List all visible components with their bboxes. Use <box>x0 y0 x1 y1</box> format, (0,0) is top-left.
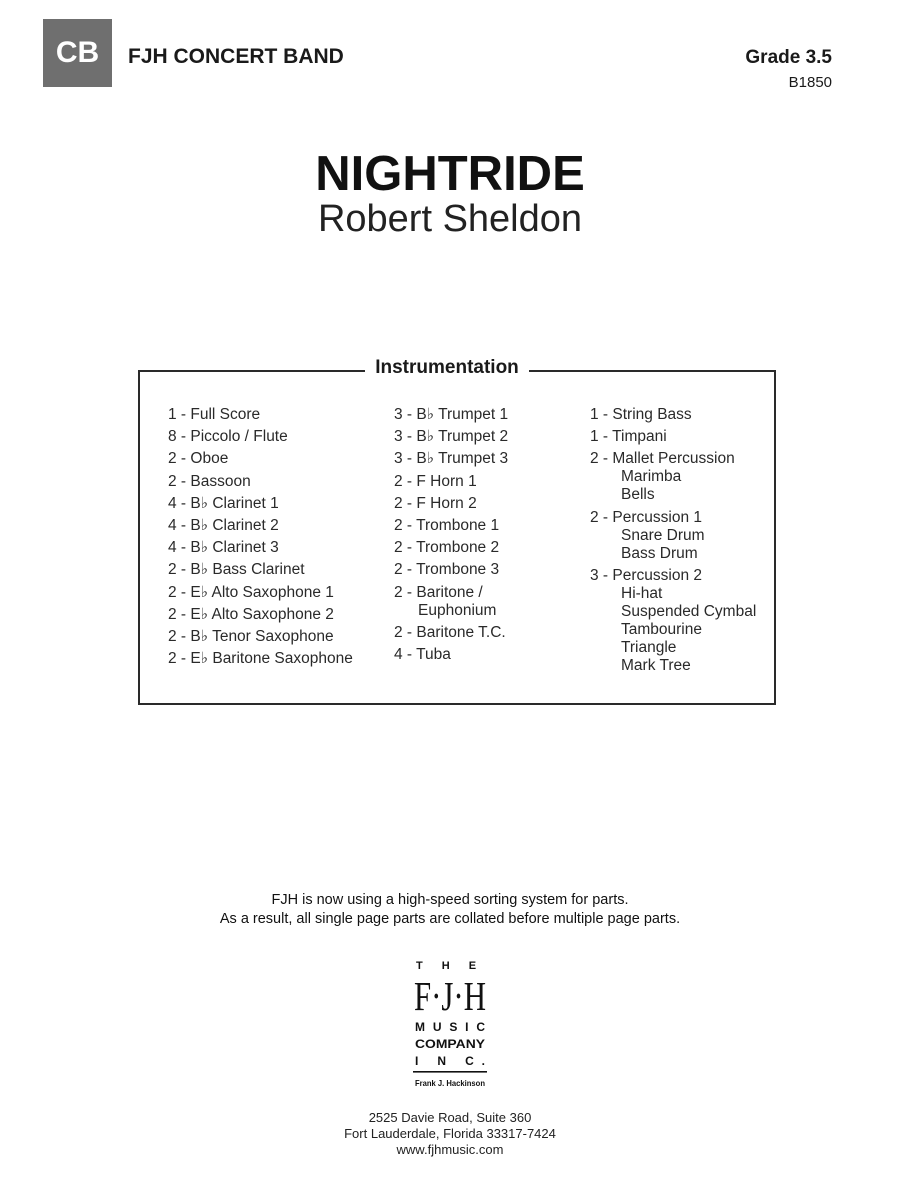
cb-badge: CB <box>43 19 112 87</box>
instrument-subitem: Bells <box>621 486 655 504</box>
logo-inc: I N C. <box>415 1054 485 1068</box>
instrument-item: 2 - Percussion 1 <box>590 508 702 526</box>
instrument-subitem: Triangle <box>621 638 677 656</box>
instrument-item: 2 - Oboe <box>168 450 229 468</box>
instrumentation-column-2 <box>394 406 508 668</box>
instrument-group <box>394 584 508 620</box>
instrument-item: 2 - E♭ Baritone Saxophone <box>168 650 353 668</box>
instrument-item: 2 - E♭ Alto Saxophone 2 <box>168 605 334 623</box>
address-website: www.fjhmusic.com <box>396 1142 504 1157</box>
instrument-subitem: Snare Drum <box>621 526 705 544</box>
instrument-item: 2 - Baritone T.C. <box>394 623 506 641</box>
instrument-subitem: Marimba <box>621 468 682 486</box>
instrument-item: 1 - Full Score <box>168 406 261 423</box>
logo-rule <box>413 1071 487 1073</box>
publisher-address <box>0 1110 900 1158</box>
instrumentation-column-1 <box>168 406 353 672</box>
instrument-item: 2 - Mallet Percussion <box>590 450 735 468</box>
instrumentation-column-3 <box>590 406 756 679</box>
instrument-item: 8 - Piccolo / Flute <box>168 428 288 446</box>
instrument-item: 2 - Trombone 3 <box>394 561 500 579</box>
instrument-item: 2 - F Horn 2 <box>394 494 477 512</box>
instrument-item: 3 - B♭ Trumpet 3 <box>394 450 509 468</box>
instrument-item: 1 - Timpani <box>590 428 667 446</box>
grade-label: Grade 3.5 <box>745 47 832 68</box>
instrument-subitem: Tambourine <box>621 620 702 638</box>
instrument-item: 2 - F Horn 1 <box>394 472 477 490</box>
instrument-item: 2 - Baritone / <box>394 583 483 601</box>
logo-fjh: F·J·H <box>414 973 486 1019</box>
notice-line-2: As a result, all single page parts are collated before multiple page parts. <box>219 911 681 927</box>
catalog-number: B1850 <box>788 74 832 91</box>
instrument-group <box>590 450 756 504</box>
notice-line-1: FJH is now using a high-speed sorting system for parts. <box>271 892 629 908</box>
logo-founder: Frank J. Hackinson <box>415 1078 485 1088</box>
instrument-item: 2 - Bassoon <box>168 472 251 490</box>
instrument-item: 4 - Tuba <box>394 645 451 663</box>
instrument-item: 3 - B♭ Trumpet 1 <box>394 406 509 423</box>
parts-notice <box>0 891 900 929</box>
instrument-item: 2 - Trombone 2 <box>394 539 500 557</box>
fjh-logo <box>412 955 488 1093</box>
instrument-item: 2 - B♭ Bass Clarinet <box>168 561 305 579</box>
instrument-subitem: Hi-hat <box>621 584 663 602</box>
instrument-item: 3 - Percussion 2 <box>590 566 702 584</box>
instrument-subitem: Euphonium <box>418 601 497 619</box>
instrument-group <box>590 509 756 563</box>
instrument-group <box>590 567 756 675</box>
instrument-item: 4 - B♭ Clarinet 3 <box>168 539 279 557</box>
instrumentation-heading: Instrumentation <box>365 357 529 379</box>
instrument-item: 2 - E♭ Alto Saxophone 1 <box>168 583 334 601</box>
instrument-item: 2 - B♭ Tenor Saxophone <box>168 627 334 645</box>
piece-title: NIGHTRIDE <box>315 147 585 201</box>
address-city: Fort Lauderdale, Florida 33317-7424 <box>344 1126 556 1141</box>
logo-music: MUSIC <box>415 1020 485 1034</box>
series-name: FJH CONCERT BAND <box>128 45 344 68</box>
instrument-subitem: Bass Drum <box>621 544 698 562</box>
instrument-item: 2 - Trombone 1 <box>394 516 500 534</box>
composer-name: Robert Sheldon <box>317 198 583 240</box>
logo-company: COMPANY <box>415 1037 485 1051</box>
instrument-subitem: Suspended Cymbal <box>621 602 757 620</box>
instrument-item: 1 - String Bass <box>590 406 692 423</box>
instrument-subitem: Mark Tree <box>621 656 691 674</box>
logo-the: T H E <box>415 960 485 972</box>
instrument-item: 4 - B♭ Clarinet 2 <box>168 516 279 534</box>
instrument-item: 4 - B♭ Clarinet 1 <box>168 494 279 512</box>
address-street: 2525 Davie Road, Suite 360 <box>368 1110 532 1125</box>
instrument-item: 3 - B♭ Trumpet 2 <box>394 428 509 446</box>
